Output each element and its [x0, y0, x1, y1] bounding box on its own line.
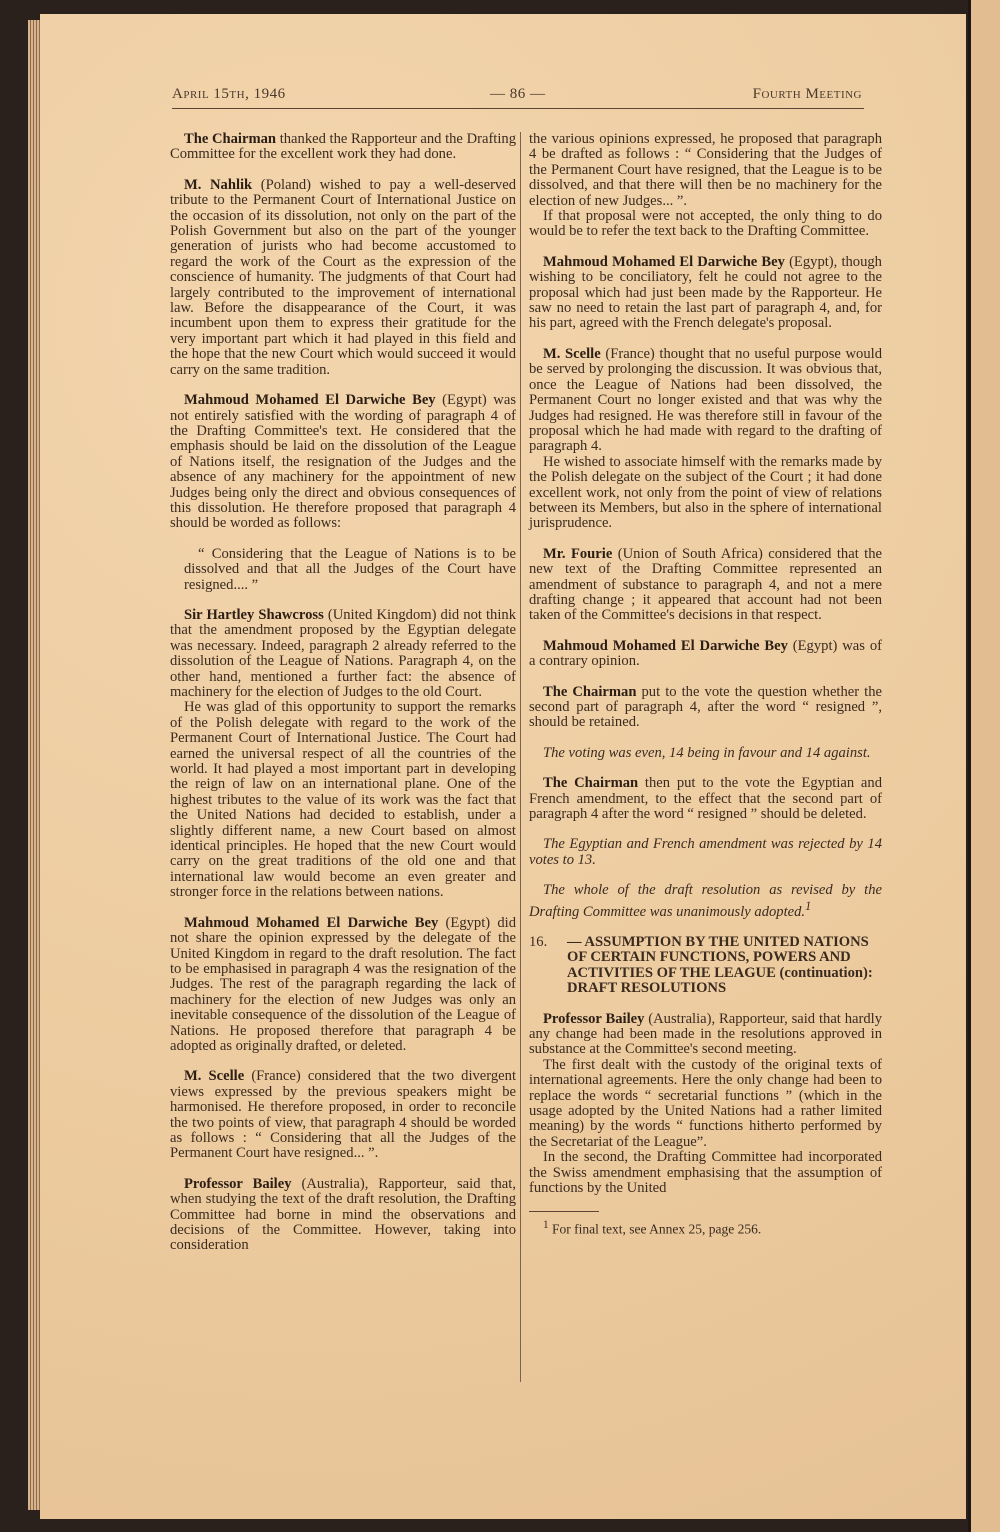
speaker-name: Professor Bailey — [543, 1010, 645, 1027]
column-divider — [520, 132, 521, 1382]
speaker-name: M. Nahlik — [184, 176, 253, 193]
continuation-paragraph: The first dealt with the custody of the original texts of international agreements. Here the only change had been to replace the words “ secretarial functions ” (which in the usage adopted by the United Nations had a rather limited meaning) by the words “ functions hitherto performed by the Secretariat of the League”. — [529, 1056, 882, 1150]
speaker-name: Mahmoud Mohamed El Darwiche Bey — [543, 637, 788, 654]
speech-text: (Australia), Rapporteur, said that hardly any change had been made in the resolutions approved in substance at the Committee's second meeting. — [529, 1010, 882, 1058]
speech-paragraph — [529, 776, 882, 822]
procedural-note — [529, 883, 882, 920]
section-heading — [529, 935, 882, 997]
speech-text: then put to the vote the Egyptian and French amendment, to the effect that the second part of paragraph 4 after the word “ resigned ” should be deleted. — [529, 775, 882, 823]
speech-text: (Union of South Africa) considered that the new text of the Drafting Committee represented an amendment of substance to paragraph 4, and not a mere drafting change ; it appeared that account had not been taken of the Committee's decisions in that respect. — [529, 545, 882, 624]
speech-paragraph — [529, 639, 882, 670]
speech-text: (Australia), Rapporteur, said that, when studying the text of the draft resolution, the Drafting Committee had borne in mind the observations and decisions of the Committee. However, taking into consideration — [170, 1175, 516, 1254]
running-header — [172, 86, 864, 109]
speech-paragraph — [170, 608, 516, 700]
procedural-note — [529, 837, 882, 868]
footnote-mark: 1 — [543, 1219, 549, 1232]
speech-paragraph — [170, 916, 516, 1055]
quoted-text: “ Considering that the League of Nations is to be dissolved and that all the Judges of the Court have resigned.... ” — [184, 545, 516, 593]
speech-text: (France) thought that no useful purpose would be served by prolonging the discussion. It was obvious that, once the League of Nations had been dissolved, the Permanent Court no longer existed and that was why the Judges had resigned. He was therefore still in favour of the proposal which he had made with regard to the drafting of paragraph 4. — [529, 345, 882, 455]
speech-text: (Poland) wished to pay a well-deserved tribute to the Permanent Court of International Justice on the occasion of its dissolution, not only on the part of the Polish Government but also on the part of the younger generation of jurists who had become accustomed to regard the work of the Court as the expression of the conscience of humanity. The judgments of that Court had largely contributed to the improvement of international law. Before the disappearance of the Court, it was incumbent upon them to express their gratitude for the very important part which it had played in this field and the hope that the new Court which would succeed it would carry on the same tradition. — [170, 176, 517, 378]
speech-text: (Egypt) was not entirely satisfied with the wording of paragraph 4 of the Drafting Committee's text. He considered that the emphasis should be laid on the dissolution of the League of Nations itself, the resignation of the Judges and the absence of any machinery for the appointment of new Judges being only the direct and obvious consequences of this dissolution. He therefore proposed that paragraph 4 should be worded as follows: — [170, 392, 516, 532]
facing-page-edge — [968, 0, 1000, 1532]
procedural-note — [529, 746, 882, 761]
footnote — [529, 1218, 882, 1237]
speaker-name: M. Scelle — [184, 1068, 245, 1085]
speech-paragraph — [170, 393, 516, 532]
footnote-text: For final text, see Annex 25, page 256. — [548, 1221, 762, 1237]
section-number: 16. — [529, 933, 548, 950]
section-title: — ASSUMPTION BY THE UNITED NATIONS OF CERTAIN FUNCTIONS, POWERS AND ACTIVITIES OF THE LEAGUE (continuation): DRAFT RESOLUTIONS — [567, 933, 873, 997]
continuation-paragraph: If that proposal were not accepted, the only thing to do would be to refer the text back to the Drafting Committee. — [529, 208, 882, 240]
speaker-name: Sir Hartley Shawcross — [184, 606, 324, 623]
speech-paragraph — [529, 255, 882, 332]
continuation-paragraph: He wished to associate himself with the remarks made by the Polish delegate on the subject of the Court ; it had done excellent work, not only from the point of view of relations between its Members, but also in the sphere of international jurisprudence. — [529, 453, 882, 532]
speech-text: put to the vote the question whether the second part of paragraph 4, after the word “ resigned ”, should be retained. — [529, 683, 883, 731]
right-column — [529, 132, 882, 1252]
note-text: The voting was even, 14 being in favour and 14 against. — [543, 744, 871, 761]
speech-paragraph — [170, 178, 516, 378]
footnote-reference: 1 — [805, 898, 812, 913]
header-date: April 15th, 1946 — [172, 86, 286, 102]
speech-paragraph — [529, 1012, 882, 1058]
speech-text: thanked the Rapporteur and the Drafting Committee for the excellent work they had done. — [170, 131, 517, 163]
speaker-name: Mr. Fourie — [543, 545, 613, 562]
footnote-rule — [529, 1211, 599, 1212]
speech-text: (Egypt) did not share the opinion expressed by the delegate of the United Kingdom in regard to the draft resolution. The fact to be emphasised in paragraph 4 was the resignation of the Judges. The rest of the paragraph regarding the lack of machinery for the election of new Judges was only an inevitable consequence of the dissolution of the League of Nations. He proposed therefore that paragraph 4 be adopted as originally drafted, or deleted. — [170, 914, 516, 1054]
speech-text: (United Kingdom) did not think that the amendment proposed by the Egyptian delegate was necessary. Indeed, paragraph 2 already referred to the dissolution of the League of Nations. Paragraph 4, on the other hand, mentioned a further fact: the absence of machinery for the election of Judges to the old Court. — [170, 606, 516, 700]
speaker-name: M. Scelle — [543, 345, 601, 362]
speaker-name: Mahmoud Mohamed El Darwiche Bey — [543, 253, 785, 270]
speech-paragraph — [170, 132, 516, 163]
speaker-name: The Chairman — [184, 131, 277, 147]
speaker-name: The Chairman — [543, 683, 637, 700]
speech-paragraph — [529, 685, 882, 731]
continued-paragraph: the various opinions expressed, he proposed that paragraph 4 be drafted as follows : “ Considering that the Judges of the Permanent Court have resigned, that the League is to be dissolved, and that there will then be no machinery for the election of new Judges... ”. — [529, 131, 882, 209]
continuation-paragraph: He was glad of this opportunity to support the remarks of the Polish delegate with regard to the work of the Permanent Court of International Justice. The Court had earned the universal respect of all the countries of the world. It had played a most important part in developing the reign of law on an international plane. One of the highest tributes to the value of its work was the fact that the United Nations had decided to establish, under a slightly different name, a new Court based on almost identical principles. He hoped that the new Court would carry on the great traditions of the old one and that international law would become an even greater and stronger force in the relations between nations. — [170, 699, 516, 901]
page-number: — 86 — — [490, 86, 546, 102]
speaker-name: Mahmoud Mohamed El Darwiche Bey — [184, 914, 439, 931]
speech-paragraph — [529, 347, 882, 455]
speaker-name: The Chairman — [543, 775, 639, 792]
speech-text: (Egypt) was of a contrary opinion. — [529, 637, 882, 670]
speech-text: (Egypt), though wishing to be conciliatory, felt he could not agree to the proposal which had just been made by the Rapporteur. He saw no need to retain the last part of paragraph 4, and, for his part, agreed with the French delegate's proposal. — [529, 253, 882, 332]
header-meeting: Fourth Meeting — [752, 86, 862, 102]
speech-paragraph — [529, 547, 882, 624]
continuation-paragraph: In the second, the Drafting Committee had incorporated the Swiss amendment emphasising that the assumption of functions by the United — [529, 1149, 882, 1197]
speech-text: (France) considered that the two divergent views expressed by the previous speakers might be harmonised. He therefore proposed, in order to reconcile the two points of view, that paragraph 4 should be worded as follows : “ Considering that all the Judges of the Permanent Court have resigned... ”. — [170, 1068, 516, 1162]
note-text: The whole of the draft resolution as revised by the Drafting Committee was unanimously adopted. — [529, 882, 882, 920]
left-column — [170, 132, 516, 1269]
speaker-name: Mahmoud Mohamed El Darwiche Bey — [184, 392, 436, 409]
speaker-name: Professor Bailey — [184, 1175, 292, 1192]
speech-paragraph — [170, 1069, 516, 1161]
note-text: The Egyptian and French amendment was rejected by 14 votes to 13. — [529, 836, 882, 868]
speech-paragraph — [170, 1177, 516, 1254]
